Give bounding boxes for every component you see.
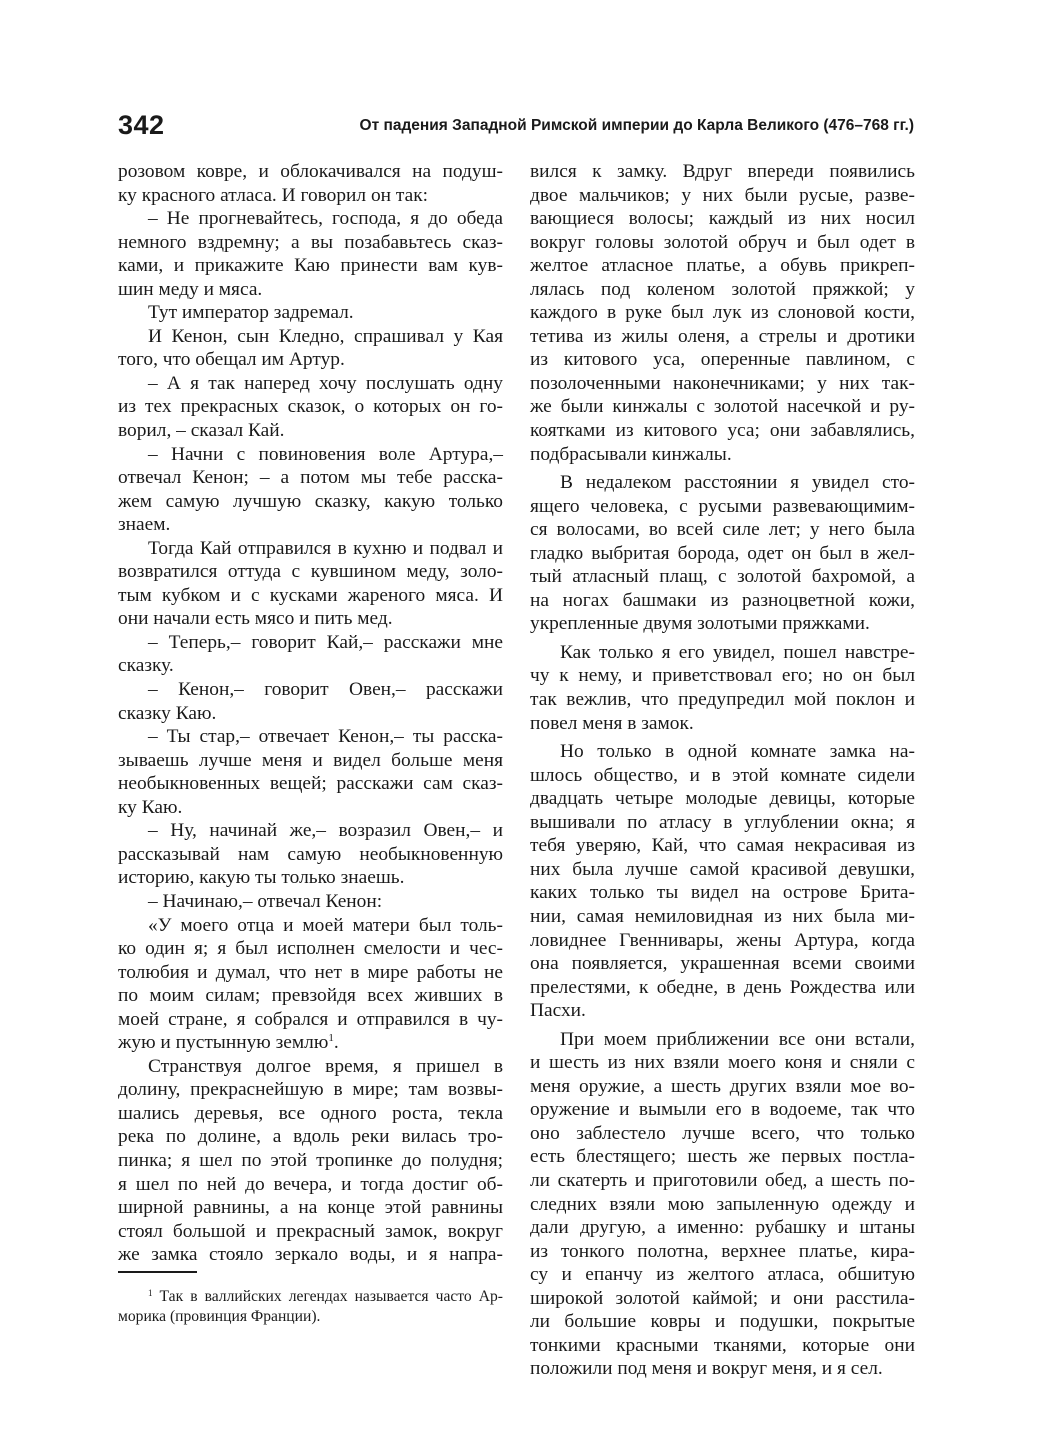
text-line: подбрасывали кинжалы. bbox=[530, 443, 732, 465]
text-line: же замка стояло зеркало воды, и я напра- bbox=[118, 1244, 503, 1266]
text-line: прелестями, к обедне, в день Рождества или bbox=[530, 976, 915, 998]
text-line: вышивали по атласу в углублении окна; я bbox=[530, 811, 915, 833]
right-text-column bbox=[530, 160, 915, 1381]
text-line: историю, какую ты только знаешь. bbox=[118, 867, 405, 889]
text-line: ку Каю. bbox=[118, 796, 183, 818]
text-line: чу к нему, и приветствовал его; но он был bbox=[530, 665, 915, 687]
text-line: вокруг головы золотой обруч и был одет в bbox=[530, 231, 915, 253]
text-line: вающиеся волосы; каждый из них носил bbox=[530, 208, 915, 230]
text-line: долину, прекраснейшую в мире; там возвы- bbox=[118, 1079, 503, 1101]
text-line: каждого в руке был лук из слоновой кости, bbox=[530, 302, 915, 324]
footnote-line: $^1$ Так в валлийских легендах называется часто Ар- bbox=[148, 1288, 503, 1305]
text-line: И Кенон, сын Кледно, спрашивал у Кая bbox=[148, 325, 503, 347]
text-line: они начали есть мясо и пить мед. bbox=[118, 608, 393, 630]
text-line: дали другую, а именно: рубашку и штаны bbox=[530, 1217, 915, 1239]
text-line: жем самую лучшую сказку, какую только bbox=[118, 490, 503, 512]
text-line: – А я так наперед хочу послушать одну bbox=[148, 372, 503, 394]
text-line: ко один я; я был исполнен смелости и чес- bbox=[118, 938, 503, 960]
text-line: ящего человека, с русыми развевающимим- bbox=[530, 495, 915, 517]
text-line: на ногах башмаки из разноцветной кожи, bbox=[530, 589, 915, 611]
text-line: я шел по ней до вечера, и тогда достиг об- bbox=[118, 1173, 503, 1195]
text-line: При моем приближении все они встали, bbox=[560, 1028, 915, 1050]
text-line: двадцать четыре молодые девицы, которые bbox=[530, 788, 915, 810]
footnote-marker: 1 bbox=[148, 1288, 153, 1298]
text-line: необыкновенных вещей; расскажи сам сказ- bbox=[118, 773, 503, 795]
text-line: шлось общество, и в этой комнате сидели bbox=[530, 764, 915, 786]
text-line: же были кинжалы с золотой насечкой и ру- bbox=[530, 396, 915, 418]
footnote-rule bbox=[118, 1271, 197, 1273]
text-line: ворил, – сказал Кай. bbox=[118, 420, 285, 442]
text-line: зываешь лучше меня и видел больше меня bbox=[118, 749, 503, 771]
text-line: – Начинаю,– отвечал Кенон: bbox=[148, 890, 383, 912]
footnote-line: морика (провинция Франции). bbox=[118, 1308, 321, 1325]
text-line: она появляется, украшенная всеми своими bbox=[530, 953, 915, 975]
text-line: – Не прогневайтесь, господа, я до обеда bbox=[148, 208, 503, 230]
text-line: желтое атласное платье, а обувь прикреп- bbox=[530, 255, 915, 277]
text-line: лялась под коленом золотой пряжкой; у bbox=[530, 278, 915, 300]
text-line: оно заблестело лучше всего, что только bbox=[530, 1122, 915, 1144]
text-line: есть блестящего; шесть же первых постла- bbox=[530, 1146, 915, 1168]
text-line: из китового уса, оперенные павлином, с bbox=[530, 349, 915, 371]
text-line: отвечал Кенон; – а потом мы тебе расска- bbox=[118, 467, 503, 489]
text-line: стоял большой и прекрасный замок, вокруг bbox=[118, 1220, 503, 1242]
text-line: Тогда Кай отправился в кухню и подвал и bbox=[148, 537, 503, 559]
text-line: ся волосами, во всей силе лет; у него была bbox=[530, 519, 915, 541]
text-line: коятками из китового уса; они забавлялись, bbox=[530, 420, 915, 442]
text-line: – Кенон,– говорит Овен,– расскажи bbox=[148, 679, 503, 701]
text-line: оружение и вымыли его в водоеме, так что bbox=[530, 1099, 915, 1121]
text-line: река по долине, а вдоль реки вилась тро- bbox=[118, 1126, 503, 1148]
text-line: толюбия и думал, что нет в мире работы не bbox=[118, 961, 503, 983]
text-line: розовом ковре, и облокачивался на подуш- bbox=[118, 161, 503, 182]
text-line: положили под меня и вокруг меня, и я сел. bbox=[530, 1358, 883, 1380]
text-line: вился к замку. Вдруг впереди появились bbox=[530, 161, 915, 182]
text-line: – Ну, начинай же,– возразил Овен,– и bbox=[148, 820, 503, 842]
text-line: тонкими красными тканями, которые они bbox=[530, 1334, 915, 1356]
text-line: Тут император задремал. bbox=[148, 302, 354, 324]
text-line: следних взяли мою запыленную одежду и bbox=[530, 1193, 915, 1215]
text-line: возвратился оттуда с кувшином меду, золо- bbox=[118, 561, 503, 583]
text-line: тетива из жилы оленя, а стрелы и дротики bbox=[530, 325, 915, 347]
text-line: – Начни с повиновения воле Артура,– bbox=[148, 443, 503, 465]
text-line: того, что обещал им Артур. bbox=[118, 349, 345, 371]
text-line: двое мальчиков; у них были русые, разве- bbox=[530, 184, 915, 206]
footnote-reference: 1 bbox=[328, 1032, 334, 1045]
text-line: – Теперь,– говорит Кай,– расскажи мне bbox=[148, 631, 503, 653]
text-line: из тонкого полотна, верхнее платье, кира- bbox=[530, 1240, 915, 1262]
text-line: немного вздремну; а вы позабавьтесь сказ- bbox=[118, 231, 503, 253]
text-line: широкой золотой каймой; и они расстила- bbox=[530, 1287, 915, 1309]
text-line: ширной равнины, а на конце этой равнины bbox=[118, 1197, 503, 1219]
text-line: меня оружие, а шесть других взяли мое во- bbox=[530, 1075, 915, 1097]
text-line: знаем. bbox=[118, 514, 171, 536]
text-line: них была лучше самой красивой девушки, bbox=[530, 858, 915, 880]
text-line: сказку Каю. bbox=[118, 702, 217, 724]
running-head: От падения Западной Римской империи до Карла Великого (476–768 гг.) bbox=[359, 117, 914, 134]
text-line: и шесть из них взяли моего коня и сняли с bbox=[530, 1052, 915, 1074]
text-line: ли большие ковры и подушки, покрытые bbox=[530, 1311, 915, 1333]
text-line: Странствуя долгое время, я пришел в bbox=[148, 1055, 503, 1077]
text-line: – Ты стар,– отвечает Кенон,– ты расска- bbox=[148, 726, 503, 748]
left-text-column bbox=[118, 160, 503, 1267]
text-line: ли скатерть и приготовили обед, а шесть по- bbox=[530, 1169, 915, 1191]
text-line: позолоченными наконечниками; у них так- bbox=[530, 372, 915, 394]
text-line: ку красного атласа. И говорил он так: bbox=[118, 184, 429, 206]
text-line: ловиднее Гвеннивары, жены Артура, когда bbox=[530, 929, 915, 951]
text-line: повел меня в замок. bbox=[530, 712, 694, 734]
text-line: тым кубком и с кусками жареного мяса. И bbox=[118, 584, 503, 606]
text-line: тебя уверяю, Кай, что самая некрасивая из bbox=[530, 835, 915, 857]
text-line: укрепленные двумя золотыми пряжками. bbox=[530, 613, 870, 635]
footnote bbox=[118, 1287, 503, 1327]
text-line: «У моего отца и моей матери был толь- bbox=[148, 914, 503, 936]
text-line: из тех прекрасных сказок, о которых он го- bbox=[118, 396, 503, 418]
text-line: су и епанчу из желтого атласа, обшитую bbox=[530, 1264, 915, 1286]
text-line: моей стране, я собрался и отправился в чу- bbox=[118, 1008, 503, 1030]
text-line: нии, самая немиловидная из них была ми- bbox=[530, 905, 915, 927]
text-line: Но только в одной комнате замка на- bbox=[560, 741, 915, 763]
text-line: шин меду и мяса. bbox=[118, 278, 263, 300]
text-line: каких только ты видел на острове Брита- bbox=[530, 882, 915, 904]
text-line: сказку. bbox=[118, 655, 174, 677]
page-number: 342 bbox=[118, 110, 165, 140]
text-line: жую и пустынную землю$^1$. bbox=[118, 1032, 339, 1054]
text-line: тый атласный плащ, с золотой бахромой, а bbox=[530, 566, 915, 588]
text-line: рассказывай нам самую необыкновенную bbox=[118, 843, 503, 865]
text-line: Как только я его увидел, пошел навстре- bbox=[560, 641, 915, 663]
text-line: ками, и прикажите Каю принести вам кув- bbox=[118, 255, 503, 277]
text-line: по моим силам; превзойдя всех живших в bbox=[118, 985, 503, 1007]
text-line: так вежлив, что предупредил мой поклон и bbox=[530, 689, 915, 711]
text-line: Пасхи. bbox=[530, 1000, 586, 1022]
text-line: пинка; я шел по этой тропинке до полудня; bbox=[118, 1149, 503, 1171]
text-line: шались деревья, все одного роста, текла bbox=[118, 1102, 503, 1124]
text-line: гладко выбритая борода, одет он был в жел- bbox=[530, 542, 915, 564]
text-line: В недалеком расстоянии я увидел сто- bbox=[560, 472, 915, 494]
